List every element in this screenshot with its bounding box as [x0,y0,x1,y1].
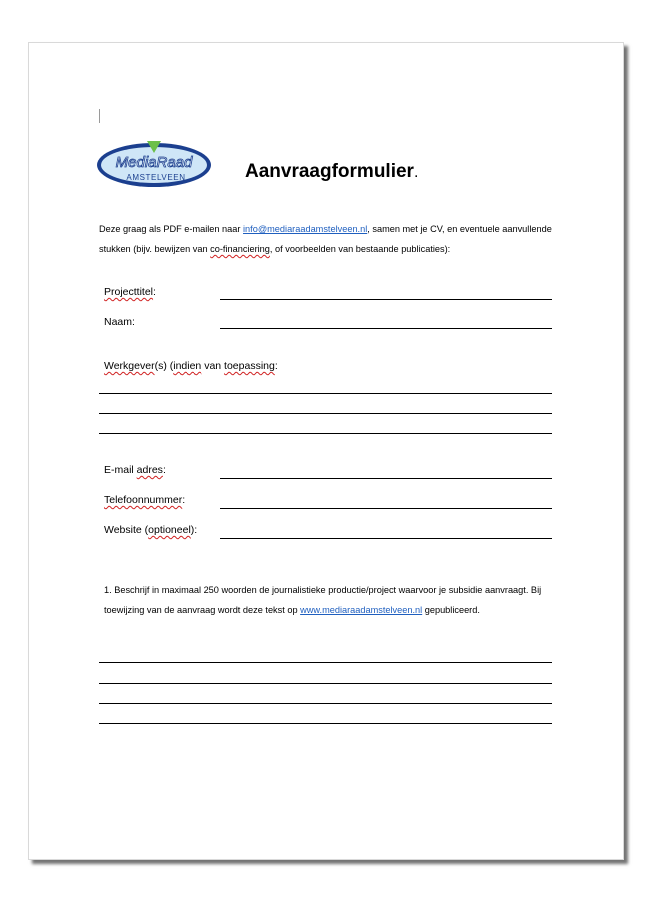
mediaraad-logo [95,139,213,189]
projecttitel-colon: : [153,286,156,298]
email-adres-word: adres [136,464,163,476]
answer-line-2[interactable] [99,683,552,684]
answer-line-1[interactable] [99,662,552,663]
email-colon: : [162,464,166,476]
website-end: ): [190,524,198,536]
telefoon-input-line[interactable] [220,508,552,509]
question-1-text: 1. Beschrijf in maximaal 250 woorden de journalistieke productie/project waarvoor je subsidie aanvraagt. Bij toewijzing van de aanvraag wordt deze tekst op [104,585,542,615]
page-title [245,161,418,183]
website-link[interactable]: www.mediaraadamstelveen.nl [300,605,423,615]
intro-paragraph [99,219,569,259]
website-prefix: Website ( [104,524,149,536]
document-page [28,42,624,860]
telefoon-label [104,494,185,506]
text-cursor [99,109,100,123]
werkgever-input-line-2[interactable] [99,413,552,414]
intro-text-1: Deze graag als PDF e-mailen naar [99,224,244,234]
website-optioneel: optioneel [148,524,191,536]
naam-input-line[interactable] [220,328,552,329]
werkgever-van: van [201,360,225,372]
website-label [104,524,197,536]
answer-line-4[interactable] [99,723,552,724]
werkgever-end: : [274,360,278,372]
email-input-line[interactable] [220,478,552,479]
logo-subtext: AMSTELVEEN [126,173,186,182]
mediaraad-logo-graphic [95,139,213,189]
projecttitel-label [104,286,156,298]
telefoon-word: Telefoonnummer [104,494,183,506]
email-link[interactable]: info@mediaraadamstelveen.nl [243,224,368,234]
projecttitel-word: Projecttitel [104,286,154,298]
werkgever-input-line-3[interactable] [99,433,552,434]
email-prefix: E-mail [104,464,137,476]
werkgever-s: (s) ( [154,360,174,372]
question-1 [104,580,556,620]
page-title-dot: . [413,164,419,181]
email-label [104,464,166,476]
telefoon-colon: : [182,494,186,506]
werkgever-toepassing: toepassing [224,360,275,372]
werkgever-word: Werkgever [104,360,155,372]
question-1-end: gepubliceerd. [422,605,480,615]
intro-cofinanciering: co-financiering [210,244,270,254]
website-input-line[interactable] [220,538,552,539]
logo-text: MediaRaad [115,154,193,171]
intro-text-2: , samen met je CV, en eventuele aanvullende stukken (bijv. bewijzen van [99,224,552,254]
werkgever-input-line-1[interactable] [99,393,552,394]
answer-line-3[interactable] [99,703,552,704]
intro-text-3: , of voorbeelden van bestaande publicaties): [269,244,451,254]
projecttitel-input-line[interactable] [220,299,552,300]
werkgever-label [104,360,278,372]
naam-label: Naam: [104,316,135,328]
page-title-text: Aanvraagformulier [245,161,414,182]
werkgever-indien: indien [173,360,202,372]
